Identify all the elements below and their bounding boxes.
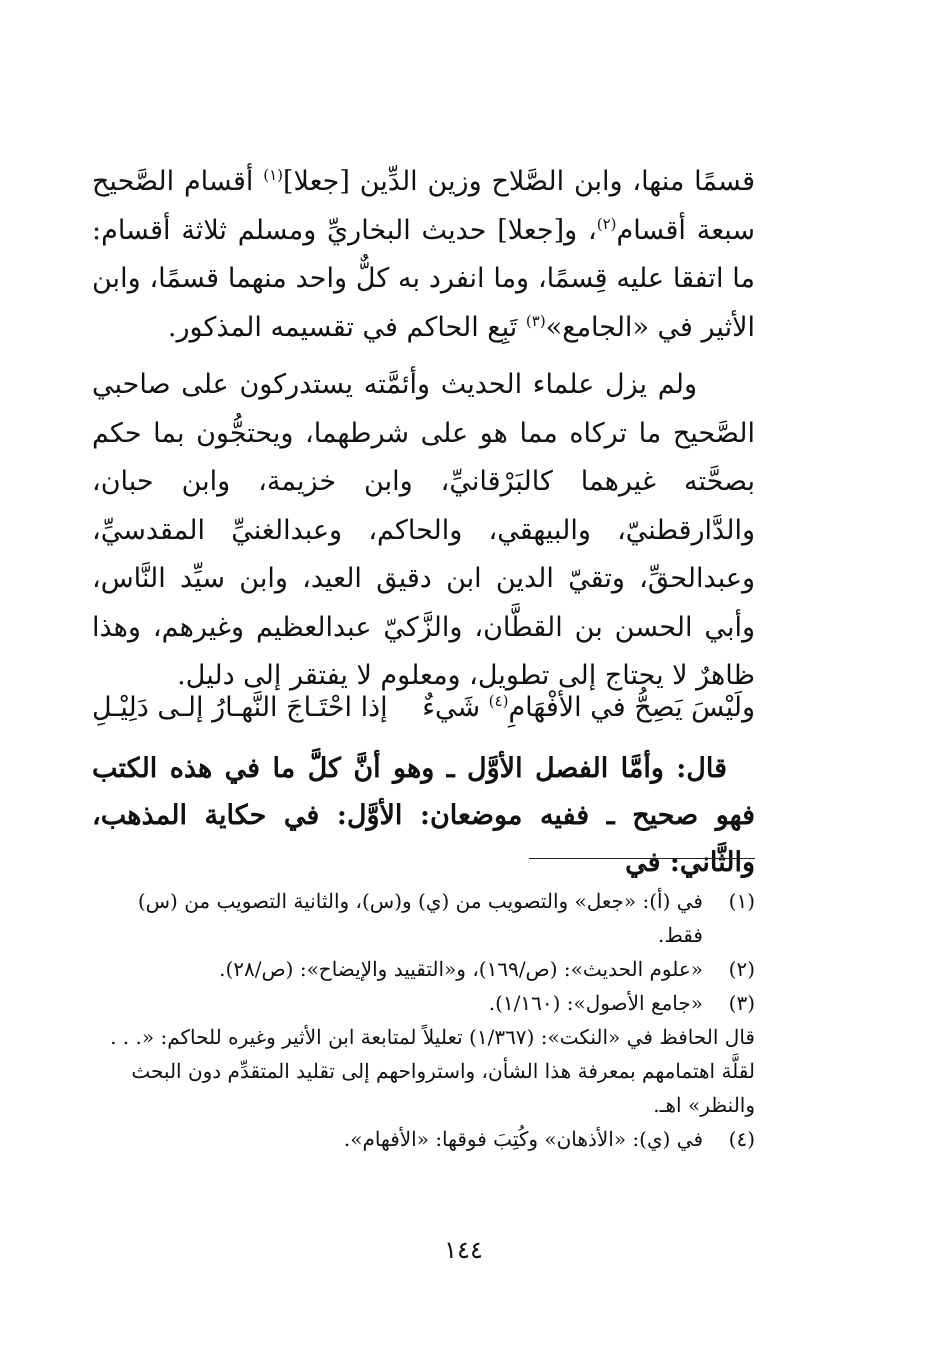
footnote-separator xyxy=(529,858,755,859)
page-number: ١٤٤ xyxy=(444,1236,483,1264)
paragraph-1-part-d: تَبِع الحاكم في تقسيمه المذكور. xyxy=(167,311,526,343)
footnote-text: «علوم الحديث»: (ص/١٦٩)، و«التقييد والإيضاح»: (ص/٢٨). xyxy=(219,957,703,981)
verse-first-end: شَيءٌ xyxy=(422,692,489,723)
quoted-section: قال: وأمَّا الفصل الأوَّل ـ وهو أنَّ كلَّ ما في هذه الكتب فهو صحيح ـ ففيه موضعان: الأوَّل: في حكاية المذهب، والثَّاني: في xyxy=(92,753,755,878)
footnote-1 xyxy=(92,884,755,952)
footnote-ref-2[interactable]: (٢) xyxy=(596,214,617,233)
footnote-text: «جامع الأصول»: (١/١٦٠). xyxy=(488,991,703,1015)
footnotes-list xyxy=(92,884,755,1156)
paragraph-2: ولم يزل علماء الحديث وأئمَّته يستدركون على صاحبي الصَّحيح ما تركاه مما هو على شرطهما، ويحتجُّون بما حكم بصحَّته غيرهما كالبَرْقانيِّ، وابن خزيمة، وابن حبان، والدَّارقطنيّ، والبيهقي، والحاكم، وعبدالغنيِّ المقدسيِّ، وعبدالحقِّ، وتقيّ الدين ابن دقيق العيد، وابن سيِّد النَّاس، وأبي الحسن بن القطَّان، والزَّكيّ عبدالعظيم وغيرهم، وهذا ظاهرٌ لا يحتاج إلى تطويل، ومعلوم لا يفتقر إلى دليل. xyxy=(92,369,755,691)
footnote-number: (١) xyxy=(728,889,755,913)
footnote-ref-4[interactable]: (٤) xyxy=(488,692,509,710)
footnote-4 xyxy=(92,1122,755,1156)
footnote-ref-3[interactable]: (٣) xyxy=(525,311,546,330)
footnote-3-continuation: قال الحافظ في «النكت»: (١/٣٦٧) تعليلاً لمتابعة ابن الأثير وغيره للحاكم: «. . . لقلَّة اهتمامهم بمعرفة هذا الشأن، واسترواحهم إلى تقليد المتقدِّم دون البحث والنظر» اهـ. xyxy=(110,1025,755,1117)
footnote-number: (٢) xyxy=(728,957,755,981)
verse-first-part: ولَيْسَ يَصِحُّ في الأفْهَامِ xyxy=(508,692,755,723)
footnote-number: (٣) xyxy=(728,991,755,1015)
verse-first-hemistich xyxy=(422,692,755,723)
verse-second-hemistich: إذا احْتَـاجَ النَّهـارُ إلـى دَلِيْـلِ xyxy=(92,692,388,723)
footnote-2 xyxy=(92,952,755,986)
poetry-verse xyxy=(92,692,755,738)
footnote-3 xyxy=(92,986,755,1020)
paragraph-1-part-b: أقسام الصَّحيح سبعة أقسام xyxy=(92,166,755,246)
footnote-number: (٤) xyxy=(728,1127,755,1151)
paragraph-1-part-c: ، و[جعلا] حديث البخاريِّ ومسلم ثلاثة أقسام: ما اتفقا عليه قِسمًا، وما انفرد به كلٌّ واحد منهما قسمًا، وابن الأثير في «الجامع» xyxy=(92,214,755,343)
paragraph-1-part-a: قسمًا منها، وابن الصَّلاح وزين الدِّين [جعلا] xyxy=(283,166,755,197)
footnote-ref-1[interactable]: (١) xyxy=(263,166,283,184)
footnote-text: في (أ): «جعل» والتصويب من (ي) و(س)، والثانية التصويب من (س) فقط. xyxy=(137,889,703,947)
paragraph-1 xyxy=(92,158,755,352)
footnote-text: في (ي): «الأذهان» وكُتِبَ فوقها: «الأفهام». xyxy=(343,1127,703,1151)
